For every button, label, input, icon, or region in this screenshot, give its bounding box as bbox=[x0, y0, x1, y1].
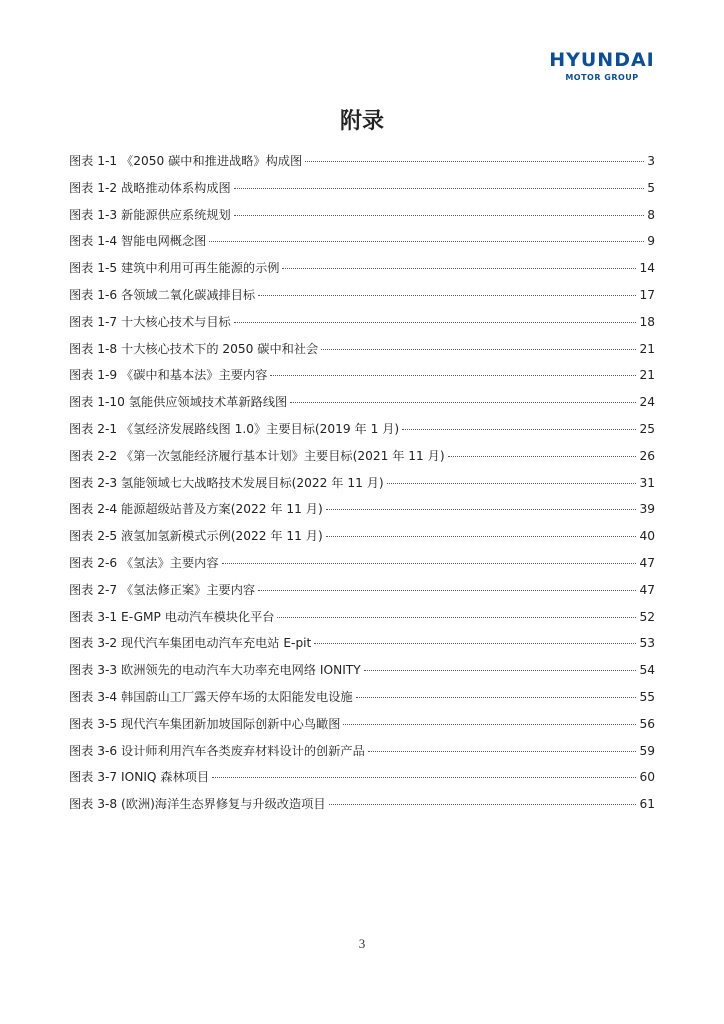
dot-leader bbox=[234, 322, 637, 323]
toc-entry-page: 47 bbox=[639, 582, 655, 597]
dot-leader bbox=[209, 241, 644, 242]
dot-leader bbox=[368, 751, 637, 752]
toc-entry-label: 图表 2-6 《氢法》主要内容 bbox=[69, 555, 219, 570]
toc-entry-page: 54 bbox=[639, 663, 655, 678]
toc-entry-page: 40 bbox=[639, 529, 655, 544]
dot-leader bbox=[448, 456, 637, 457]
toc-entry-page: 18 bbox=[639, 314, 655, 329]
toc-entry-page: 17 bbox=[639, 287, 655, 302]
toc-entry-page: 8 bbox=[647, 207, 655, 222]
dot-leader bbox=[321, 349, 636, 350]
toc-entry-page: 47 bbox=[639, 555, 655, 570]
dot-leader bbox=[270, 375, 636, 376]
toc-entry[interactable] bbox=[69, 259, 655, 286]
dot-leader bbox=[234, 215, 645, 216]
toc-entry[interactable] bbox=[69, 286, 655, 313]
toc-entry[interactable] bbox=[69, 742, 655, 769]
toc-entry[interactable] bbox=[69, 179, 655, 206]
toc-entry-label: 图表 1-7 十大核心技术与目标 bbox=[69, 314, 231, 329]
dot-leader bbox=[326, 536, 637, 537]
toc-entry-label: 图表 3-5 现代汽车集团新加坡国际创新中心鸟瞰图 bbox=[69, 716, 341, 731]
dot-leader bbox=[314, 643, 636, 644]
toc-entry-label: 图表 1-5 建筑中利用可再生能源的示例 bbox=[69, 261, 280, 276]
logo-sub-text: MOTOR GROUP bbox=[565, 73, 639, 82]
dot-leader bbox=[290, 402, 636, 403]
page-number: 3 bbox=[358, 936, 366, 951]
toc-entry[interactable] bbox=[69, 366, 655, 393]
toc-entry-label: 图表 2-3 氢能领域七大战略技术发展目标(2022 年 11 月) bbox=[69, 475, 384, 490]
toc-entry-label: 图表 1-4 智能电网概念图 bbox=[69, 234, 207, 249]
dot-leader bbox=[282, 268, 636, 269]
toc-entry[interactable] bbox=[69, 447, 655, 474]
toc-entry-label: 图表 3-3 欧洲领先的电动汽车大功率充电网络 IONITY bbox=[69, 663, 361, 678]
toc-entry-label: 图表 3-4 韩国蔚山工厂露天停车场的太阳能发电设施 bbox=[69, 689, 353, 704]
toc-entry-page: 61 bbox=[639, 797, 655, 812]
toc-entry[interactable] bbox=[69, 554, 655, 581]
dot-leader bbox=[364, 670, 637, 671]
toc-entry[interactable] bbox=[69, 340, 655, 367]
toc-entry-page: 14 bbox=[639, 261, 655, 276]
dot-leader bbox=[356, 697, 637, 698]
toc-entry-label: 图表 1-10 氢能供应领域技术革新路线图 bbox=[69, 395, 288, 410]
toc-entry-page: 52 bbox=[639, 609, 655, 624]
toc-entry-label: 图表 3-8 (欧洲)海洋生态界修复与升级改造项目 bbox=[69, 797, 326, 812]
toc-entry[interactable] bbox=[69, 688, 655, 715]
toc-entry-page: 5 bbox=[647, 180, 655, 195]
toc-entry-page: 59 bbox=[639, 743, 655, 758]
dot-leader bbox=[326, 509, 637, 510]
toc-entry-page: 31 bbox=[639, 475, 655, 490]
hyundai-logo bbox=[546, 50, 658, 84]
dot-leader bbox=[277, 617, 636, 618]
toc-entry-page: 60 bbox=[639, 770, 655, 785]
toc-entry[interactable] bbox=[69, 206, 655, 233]
toc-entry[interactable] bbox=[69, 393, 655, 420]
toc-entry-label: 图表 2-7 《氢法修正案》主要内容 bbox=[69, 582, 256, 597]
toc-entry[interactable] bbox=[69, 474, 655, 501]
table-of-figures bbox=[69, 152, 655, 822]
dot-leader bbox=[402, 429, 636, 430]
toc-entry-label: 图表 1-1 《2050 碳中和推进战略》构成图 bbox=[69, 154, 303, 168]
dot-leader bbox=[212, 777, 636, 778]
toc-entry-label: 图表 1-6 各领域二氧化碳减排目标 bbox=[69, 287, 256, 302]
toc-entry-page: 24 bbox=[639, 395, 655, 410]
toc-entry[interactable] bbox=[69, 768, 655, 795]
toc-entry-page: 21 bbox=[639, 368, 655, 383]
dot-leader bbox=[234, 188, 645, 189]
toc-entry[interactable] bbox=[69, 527, 655, 554]
dot-leader bbox=[343, 724, 636, 725]
toc-entry[interactable] bbox=[69, 581, 655, 608]
toc-entry-label: 图表 1-9 《碳中和基本法》主要内容 bbox=[69, 368, 268, 383]
logo-brand-text: HYUNDAI bbox=[549, 49, 655, 71]
toc-entry-page: 21 bbox=[639, 341, 655, 356]
toc-entry-page: 56 bbox=[639, 716, 655, 731]
toc-entry-label: 图表 3-1 E-GMP 电动汽车模块化平台 bbox=[69, 609, 275, 624]
dot-leader bbox=[222, 563, 637, 564]
toc-entry-page: 26 bbox=[639, 448, 655, 463]
toc-entry[interactable] bbox=[69, 152, 655, 179]
toc-entry[interactable] bbox=[69, 661, 655, 688]
toc-entry-label: 图表 3-2 现代汽车集团电动汽车充电站 E-pit bbox=[69, 636, 312, 651]
toc-entry[interactable] bbox=[69, 500, 655, 527]
toc-entry-label: 图表 2-5 液氢加氢新模式示例(2022 年 11 月) bbox=[69, 529, 323, 544]
dot-leader bbox=[258, 590, 636, 591]
toc-entry-label: 图表 2-2 《第一次氢能经济履行基本计划》主要目标(2021 年 11 月) bbox=[69, 448, 445, 463]
toc-entry[interactable] bbox=[69, 232, 655, 259]
toc-entry-page: 3 bbox=[647, 154, 655, 168]
dot-leader bbox=[305, 161, 644, 162]
toc-entry-page: 55 bbox=[639, 689, 655, 704]
toc-entry-page: 53 bbox=[639, 636, 655, 651]
dot-leader bbox=[387, 483, 637, 484]
toc-entry-label: 图表 2-1 《氢经济发展路线图 1.0》主要目标(2019 年 1 月) bbox=[69, 421, 400, 436]
dot-leader bbox=[329, 804, 637, 805]
toc-entry-page: 9 bbox=[647, 234, 655, 249]
toc-entry-label: 图表 2-4 能源超级站普及方案(2022 年 11 月) bbox=[69, 502, 323, 517]
toc-entry-label: 图表 1-8 十大核心技术下的 2050 碳中和社会 bbox=[69, 341, 319, 356]
toc-entry-label: 图表 1-3 新能源供应系统规划 bbox=[69, 207, 231, 222]
toc-entry-label: 图表 1-2 战略推动体系构成图 bbox=[69, 180, 231, 195]
toc-entry-page: 25 bbox=[639, 421, 655, 436]
toc-entry[interactable] bbox=[69, 634, 655, 661]
toc-entry[interactable] bbox=[69, 420, 655, 447]
toc-entry[interactable] bbox=[69, 715, 655, 742]
toc-entry[interactable] bbox=[69, 608, 655, 635]
dot-leader bbox=[258, 295, 636, 296]
toc-entry-label: 图表 3-6 设计师利用汽车各类废弃材料设计的创新产品 bbox=[69, 743, 365, 758]
page-title: 附录 bbox=[339, 109, 384, 134]
toc-entry[interactable] bbox=[69, 795, 655, 822]
toc-entry[interactable] bbox=[69, 313, 655, 340]
toc-entry-label: 图表 3-7 IONIQ 森林项目 bbox=[69, 770, 210, 785]
toc-entry-page: 39 bbox=[639, 502, 655, 517]
